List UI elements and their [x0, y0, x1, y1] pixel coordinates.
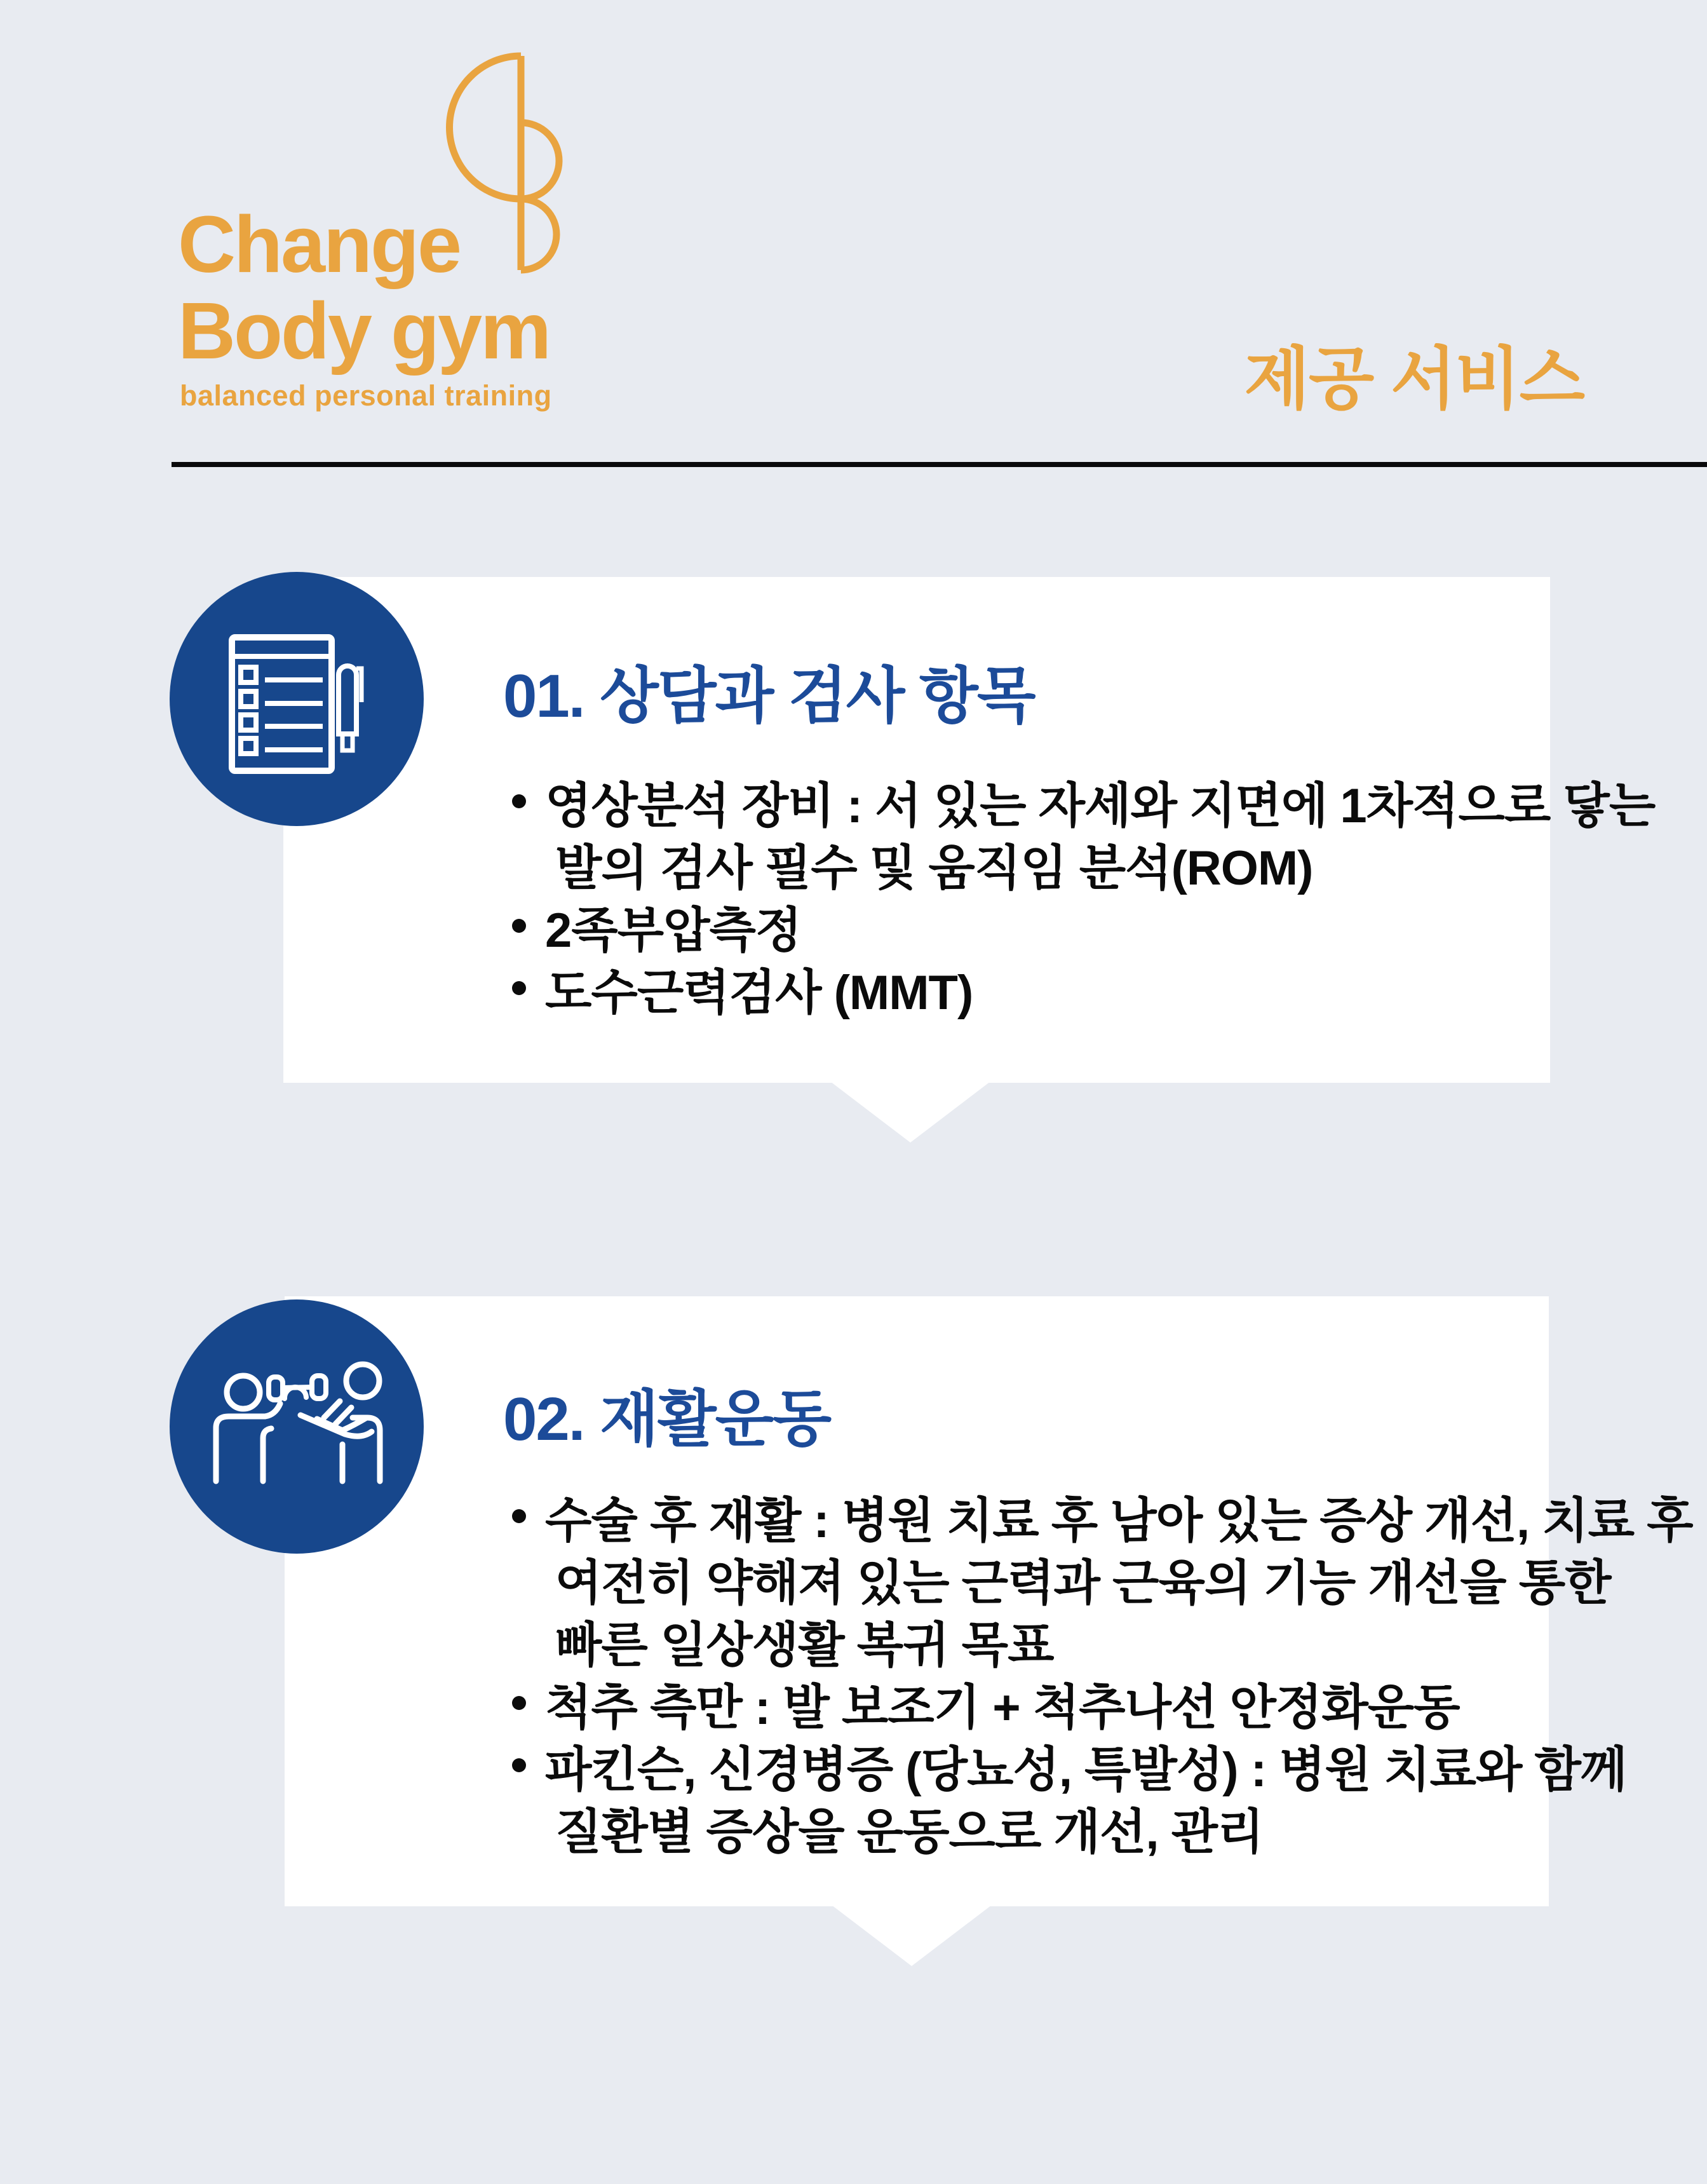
bullet-line	[512, 957, 1655, 1019]
bullet-text: 빠른 일상생활 복귀 목표	[555, 1618, 1054, 1672]
card2-title: 02. 재활운동	[503, 1385, 831, 1453]
logo-wordmark-line2: Body gym	[178, 286, 550, 376]
bullet-text: 수술 후 재활 : 병원 치료 후 남아 있는 증상 개선, 치료 후	[545, 1493, 1693, 1548]
bullet-line	[512, 770, 1655, 832]
bullet-line	[512, 1485, 1693, 1547]
bullet-dot	[512, 981, 526, 995]
bullet-line	[512, 1734, 1693, 1796]
logo-tagline: balanced personal training	[180, 379, 552, 412]
bullet-line	[512, 1796, 1693, 1859]
card2-icon-badge	[170, 1299, 424, 1554]
bullet-line	[512, 1672, 1693, 1734]
card1-bullet-list	[512, 770, 1655, 1019]
bullet-text: 2족부압측정	[545, 903, 802, 958]
bullet-text: 척추 측만 : 발 보조기 + 척추나선 안정화운동	[545, 1680, 1460, 1735]
page-title: 제공 서비스	[1244, 341, 1584, 417]
bullet-line	[512, 832, 1655, 895]
bullet-dot	[512, 1696, 526, 1710]
bullet-line	[512, 1547, 1693, 1610]
card1-title: 01. 상담과 검사 항목	[503, 662, 1035, 730]
logo-wordmark-line1: Change	[178, 200, 461, 289]
card1-icon-badge	[170, 572, 424, 826]
card-tail-pointer	[830, 1082, 990, 1143]
bullet-text: 영상분석 장비 : 서 있는 자세와 지면에 1차적으로 닿는	[545, 778, 1656, 833]
bullet-line	[512, 1610, 1693, 1672]
bullet-dot	[512, 794, 526, 808]
bullet-dot	[512, 1758, 526, 1772]
bullet-text: 질환별 증상을 운동으로 개선, 관리	[555, 1805, 1264, 1859]
bullet-text: 발의 검사 필수 및 움직임 분석(ROM)	[555, 841, 1313, 895]
bullet-dot	[512, 1509, 526, 1523]
bullet-dot	[512, 919, 526, 933]
bullet-text: 여전히 약해져 있는 근력과 근육의 기능 개선을 통한	[555, 1556, 1611, 1610]
bullet-text: 파킨슨, 신경병증 (당뇨성, 특발성) : 병원 치료와 함께	[545, 1742, 1627, 1797]
title-divider-line	[172, 462, 1707, 467]
bullet-text: 도수근력검사 (MMT)	[545, 965, 973, 1020]
card2-bullet-list	[512, 1485, 1693, 1859]
cb-monogram-icon	[442, 52, 565, 275]
card-tail-pointer	[832, 1905, 992, 1966]
bullet-line	[512, 895, 1655, 957]
